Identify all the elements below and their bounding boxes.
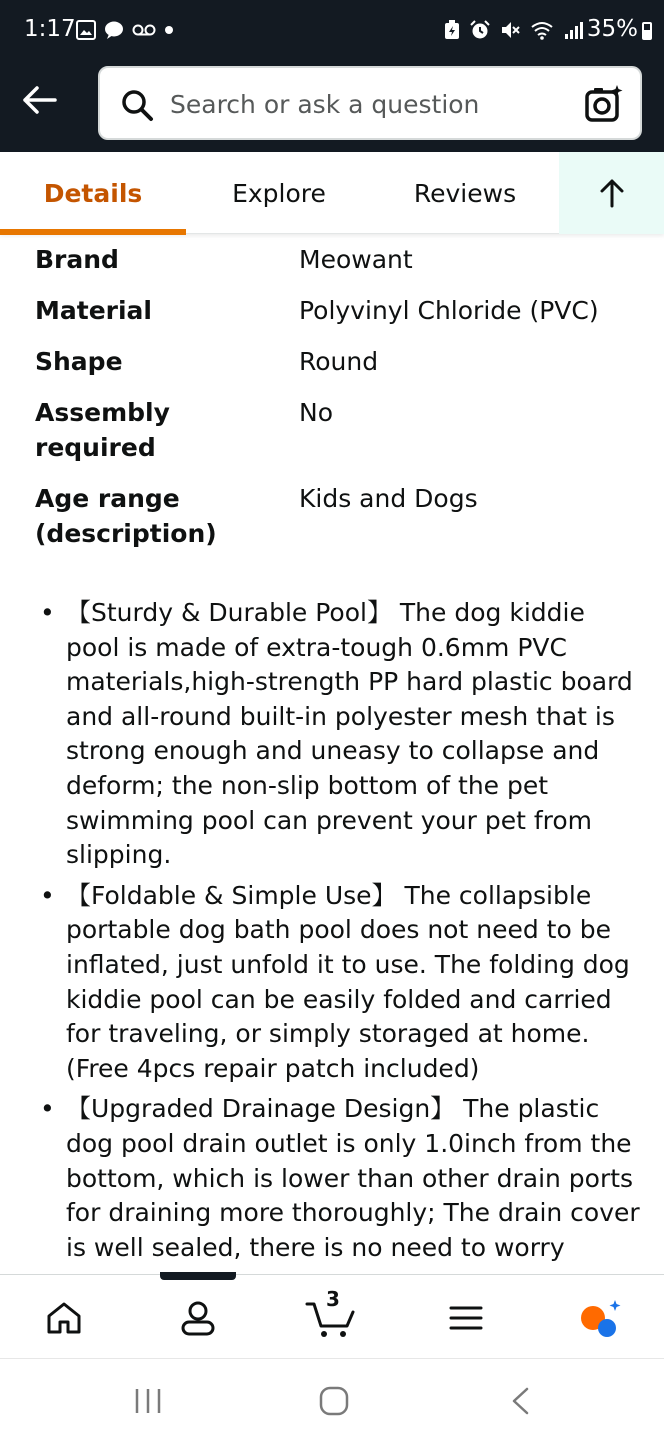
signal-icon (564, 20, 584, 40)
spec-value: No (299, 398, 333, 427)
product-specs-table (35, 242, 645, 567)
bullet-item: • 【Upgraded Drainage Design】 The plastic dog pool drain outlet is only 1.0inch from the bottom, which is lower than other drain ports for draining more thoroughly; The drain cover is well sealed, there is no need to worry (36, 1092, 640, 1265)
recent-apps-button[interactable] (118, 1381, 178, 1421)
battery-saver-icon (444, 20, 460, 40)
chevron-left-icon (509, 1386, 531, 1416)
nav-cart[interactable] (300, 1287, 360, 1343)
cart-count-badge: 3 (326, 1287, 340, 1311)
bullet-item: • 【Foldable & Simple Use】 The collapsible portable dog bath pool does not need to be inflated, just unfold it to use. The folding dog kiddie pool can be easily folded and carried for traveling, or simply storaged at home.(Free 4pcs repair patch included) (36, 879, 640, 1087)
alarm-icon (470, 20, 490, 40)
spec-key: Material (35, 296, 152, 325)
spec-value: Polyvinyl Chloride (PVC) (299, 296, 599, 325)
nav-rufus[interactable] (570, 1293, 630, 1343)
spec-value: Round (299, 347, 379, 376)
recent-apps-icon (133, 1387, 163, 1415)
tab-explore[interactable]: Explore (232, 178, 326, 208)
spec-key: Brand (35, 245, 119, 274)
tab-bar (0, 152, 664, 234)
spec-row (35, 242, 645, 277)
tab-reviews[interactable]: Reviews (413, 178, 517, 208)
battery-percent: 35% (586, 16, 638, 42)
back-arrow-icon (22, 85, 58, 115)
home-circle-icon (319, 1386, 349, 1416)
wifi-icon (530, 20, 554, 40)
gallery-icon (76, 20, 96, 40)
status-right-icons (444, 20, 584, 40)
dot-icon (164, 25, 174, 35)
bottom-navigation (0, 1274, 664, 1358)
battery-icon (642, 22, 652, 40)
voicemail-icon (132, 23, 156, 37)
scroll-to-top-button[interactable] (559, 152, 664, 234)
active-nav-indicator (160, 1272, 236, 1280)
arrow-up-icon (598, 178, 626, 208)
system-navigation-bar (0, 1358, 664, 1440)
spec-key: Shape (35, 347, 123, 376)
spec-row (35, 344, 645, 379)
rufus-assistant-icon (575, 1296, 625, 1340)
menu-icon (449, 1304, 483, 1332)
back-button[interactable] (18, 80, 62, 120)
spec-row (35, 481, 645, 551)
spec-key: Age range (description) (35, 484, 217, 548)
spec-row (35, 395, 645, 465)
mute-icon (500, 20, 520, 40)
system-back-button[interactable] (490, 1381, 550, 1421)
status-left-icons (76, 20, 174, 40)
spec-row (35, 293, 645, 328)
bullet-item: • 【Sturdy & Durable Pool】 The dog kiddie pool is made of extra-tough 0.6mm PVC materials,high-strength PP hard plastic board and all-round built-in polyester mesh that is strong enough and uneasy to collapse and deform; the non-slip bottom of the pet swimming pool can prevent your pet from slipping. (36, 596, 640, 873)
spec-value: Meowant (299, 245, 413, 274)
nav-home[interactable] (34, 1293, 94, 1343)
status-time: 1:17 (24, 16, 76, 42)
home-system-button[interactable] (304, 1381, 364, 1421)
top-header (0, 0, 664, 152)
user-icon (180, 1300, 216, 1336)
camera-search-icon[interactable] (584, 84, 624, 124)
search-bar[interactable] (98, 66, 642, 140)
nav-menu[interactable] (436, 1293, 496, 1343)
search-icon (120, 88, 154, 122)
chat-icon (104, 20, 124, 40)
about-item-bullets (36, 596, 640, 1271)
spec-key: Assembly required (35, 398, 170, 462)
tab-details[interactable]: Details (0, 152, 186, 234)
home-icon (46, 1301, 82, 1335)
nav-account[interactable] (168, 1293, 228, 1343)
spec-value: Kids and Dogs (299, 484, 478, 513)
status-bar (0, 0, 664, 62)
search-input[interactable] (170, 84, 570, 124)
